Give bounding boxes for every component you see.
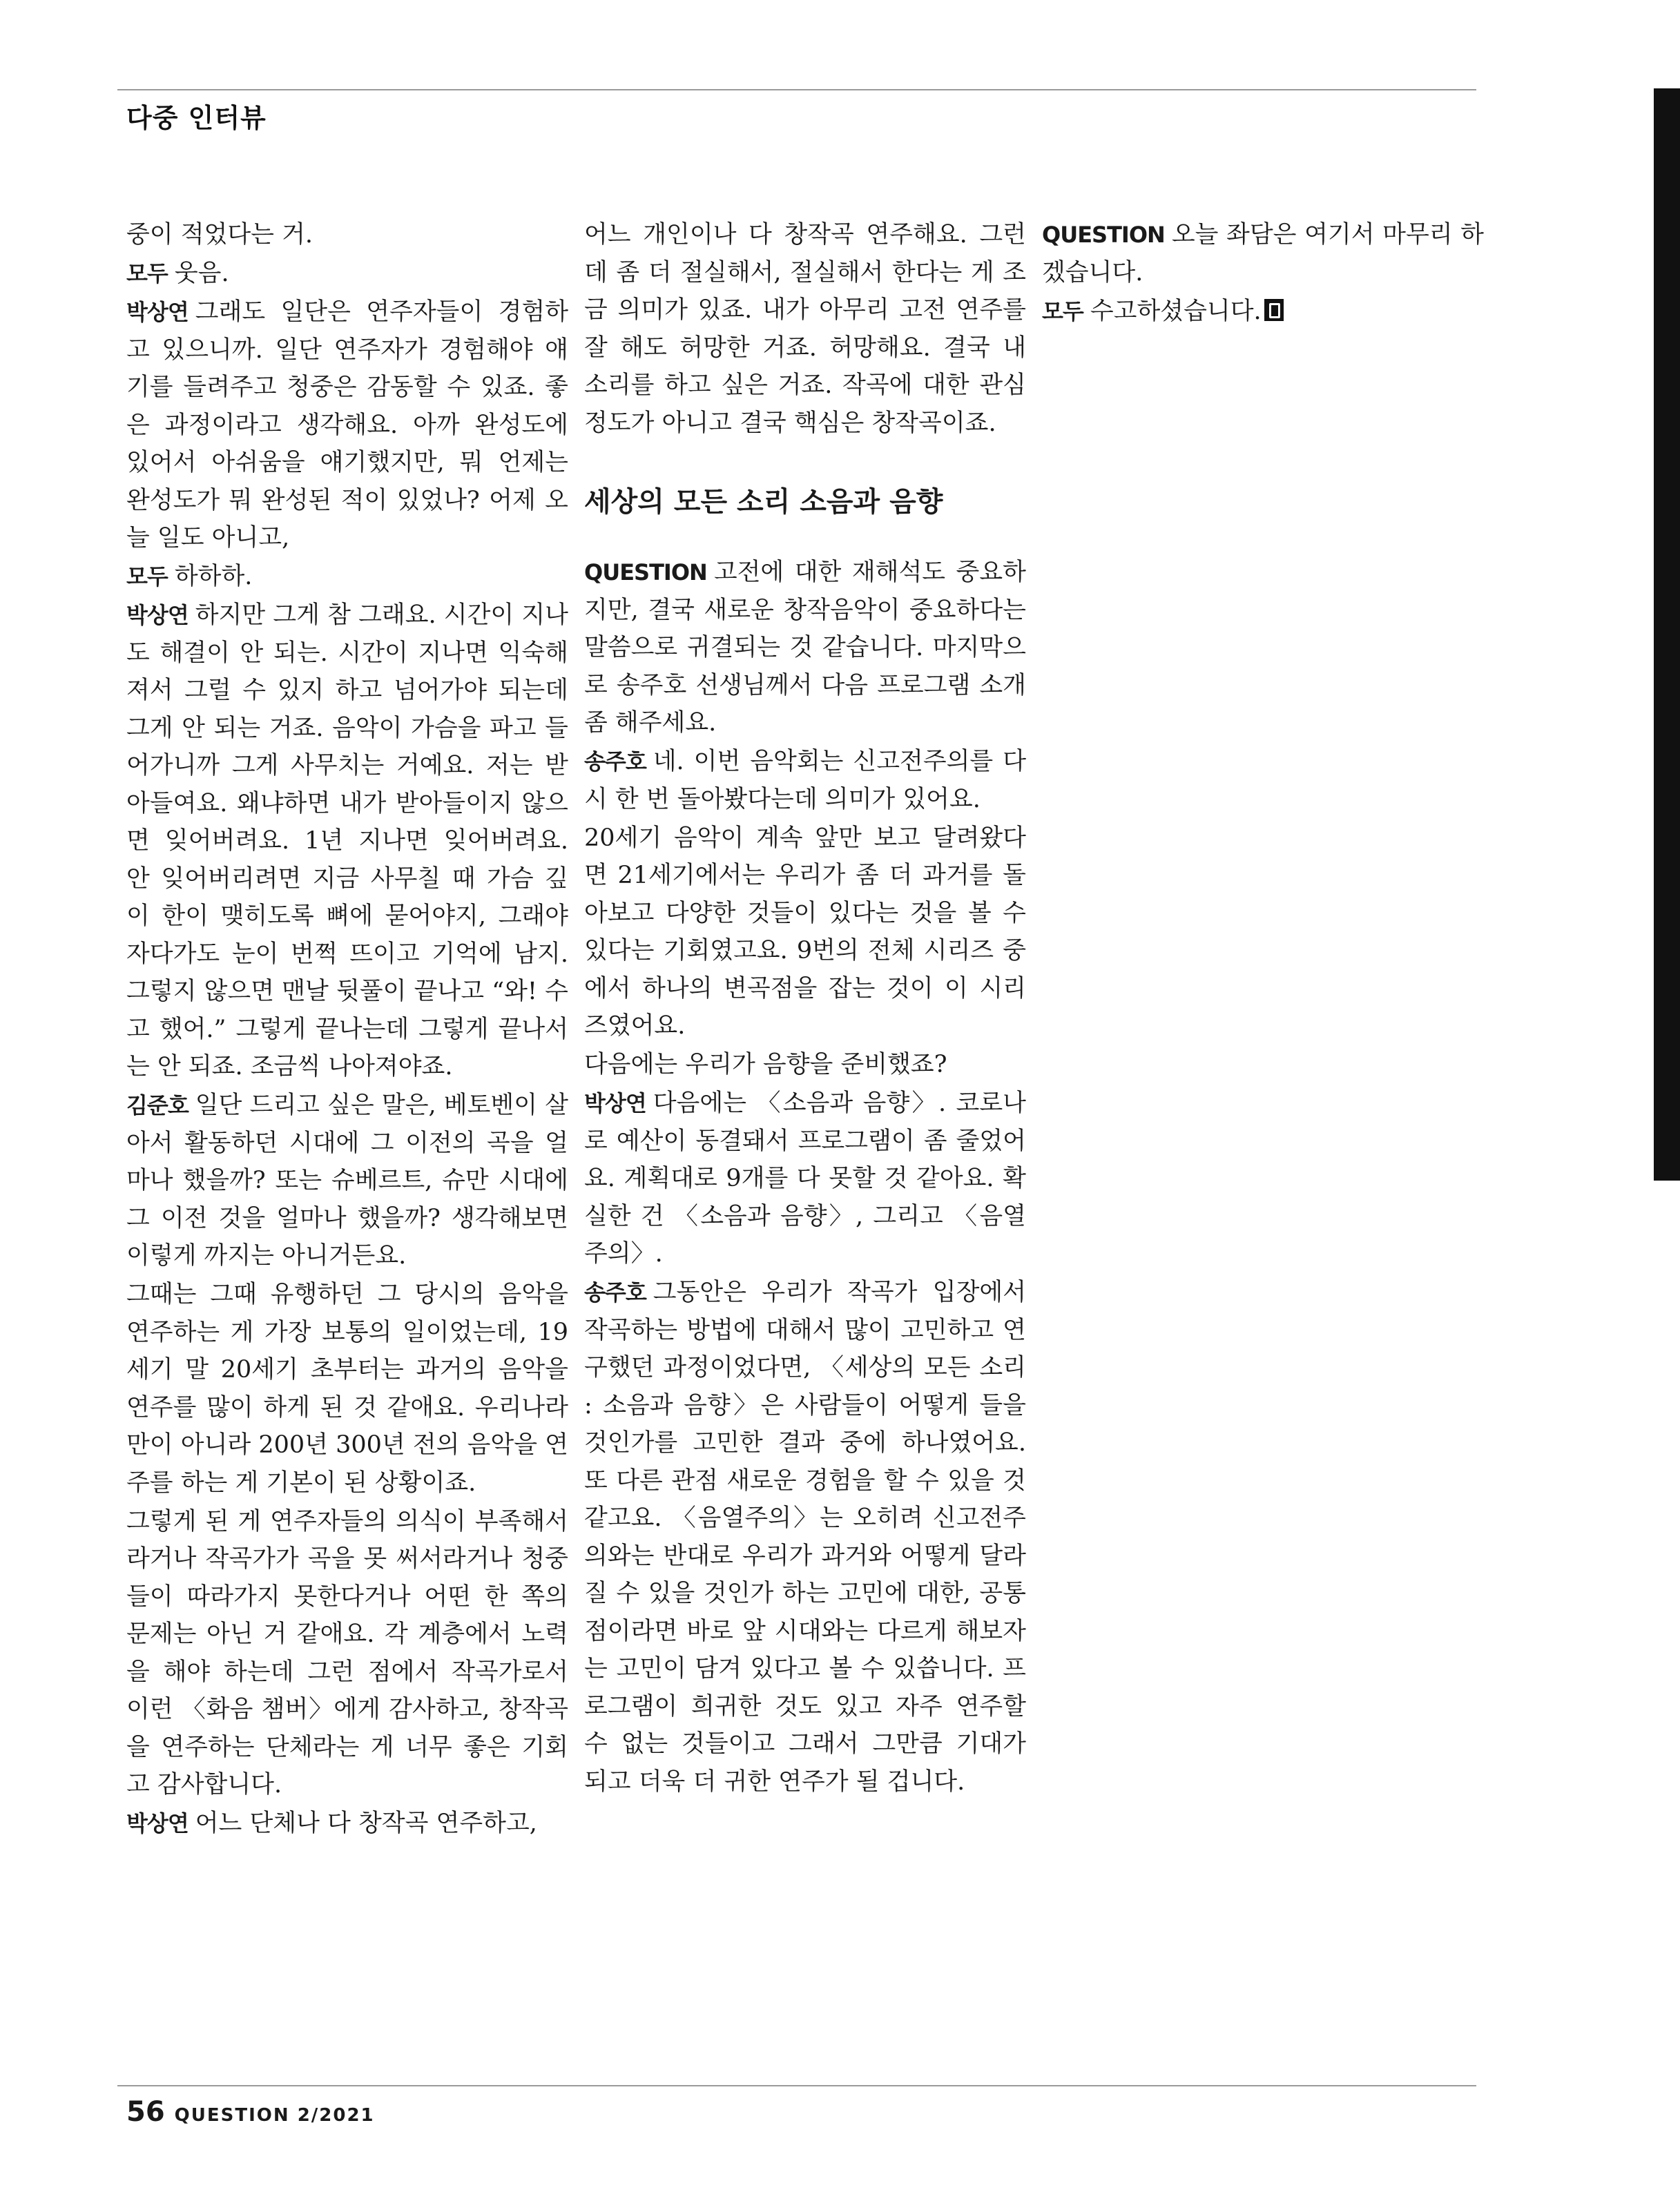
paragraph-text: 다음에는 〈소음과 음향〉. 코로나로 예산이 동결돼서 프로그램이 좀 줄었어요. 계획대로 9개를 다 못할 것 같아요. 확실한 건 〈소음과 음향〉, 그리고 〈음열주의〉. — [584, 1089, 1026, 1268]
paragraph-text: 20세기 음악이 계속 앞만 보고 달려왔다면 21세기에서는 우리가 좀 더 과거를 돌아보고 다양한 것들이 있다는 것을 볼 수 있다는 기회였고요. 9번의 전체 시리즈 중에서 하나의 변곡점을 잡는 것이 이 시리즈였어요. — [584, 824, 1026, 1040]
paragraph — [584, 216, 1026, 442]
paragraph-text: 중이 적었다는 거. — [126, 221, 313, 249]
paragraph — [584, 743, 1026, 818]
speaker-label: 송주호 — [584, 748, 646, 775]
page-edge-bar — [1654, 88, 1680, 1181]
paragraph — [584, 820, 1026, 1045]
paragraph-text: 어느 단체나 다 창작곡 연주하고, — [195, 1810, 537, 1837]
paragraph-text: 고전에 대한 재해석도 중요하지만, 결국 새로운 창작음악이 중요하다는 말씀으로 귀결되는 것 같습니다. 마지막으로 송주호 선생님께서 다음 프로그램 소개 좀 해주세요. — [584, 559, 1026, 737]
column-2-part-1 — [584, 216, 1026, 442]
column-3 — [1042, 216, 1484, 331]
speaker-label: 김준호 — [126, 1092, 189, 1118]
section-heading: 세상의 모든 소리 소음과 음향 — [584, 486, 943, 518]
bottom-rule — [117, 2085, 1476, 2086]
paragraph — [126, 216, 568, 254]
paragraph — [1042, 216, 1484, 291]
paragraph-text: 오늘 좌담은 여기서 마무리 하겠습니다. — [1042, 221, 1484, 287]
paragraph-text: 수고하셨습니다. — [1090, 297, 1262, 325]
paragraph-text: 그때는 그때 유행하던 그 당시의 음악을 연주하는 게 가장 보통의 일이었는데, 19세기 말 20세기 초부터는 과거의 음악을 연주를 많이 하게 된 것 같애요. 우리나라만이 아니라 200년 300년 전의 음악을 연주를 하는 게 기본이 된 상황이죠. — [126, 1281, 568, 1497]
paragraph-text: 어느 개인이나 다 창작곡 연주해요. 그런데 좀 더 절실해서, 절실해서 한다는 게 조금 의미가 있죠. 내가 아무리 고전 연주를 잘 해도 허망한 거죠. 허망해요. 결국 내 소리를 하고 싶은 거죠. 작곡에 대한 관심 정도가 아니고 결국 핵심은 창작곡이죠. — [584, 221, 1026, 437]
paragraph — [126, 1276, 568, 1502]
speaker-label: 송주호 — [584, 1279, 646, 1306]
paragraph — [126, 1087, 568, 1275]
paragraph — [584, 1274, 1026, 1801]
magazine-issue: QUESTION 2/2021 — [174, 2105, 375, 2126]
paragraph-text: 일단 드리고 싶은 말은, 베토벤이 살아서 활동하던 시대에 그 이전의 곡을 얼마나 했을까? 또는 슈베르트, 슈만 시대에 그 이전 것을 얼마나 했을까? 생각해보면 이렇게 까지는 아니거든요. — [126, 1092, 568, 1270]
speaker-label: 모두 — [126, 563, 168, 590]
column-2-part-2 — [584, 554, 1026, 1801]
speaker-label: 박상연 — [126, 299, 189, 325]
paragraph-text: 다음에는 우리가 음향을 준비했죠? — [584, 1051, 947, 1078]
page-footer — [126, 2096, 375, 2128]
paragraph-text: 그렇게 된 게 연주자들의 의식이 부족해서라거나 작곡가가 곡을 못 써서라거나 청중들이 따라가지 못한다거나 어떤 한 쪽의 문제는 아닌 거 같애요. 각 계층에서 노력을 해야 하는데 그런 점에서 작곡가로서 이런 〈화음 챔버〉에게 감사하고, 창작곡을 연주하는 단체라는 게 너무 좋은 기회고 감사합니다. — [126, 1507, 568, 1799]
paragraph-text: 네. 이번 음악회는 신고전주의를 다시 한 번 돌아봤다는데 의미가 있어요. — [584, 748, 1026, 813]
paragraph-text: 그동안은 우리가 작곡가 입장에서 작곡하는 방법에 대해서 많이 고민하고 연구했던 과정이었다면, 〈세상의 모든 소리 : 소음과 음향〉은 사람들이 어떻게 들을 것인가를 고민한 결과 중에 하나였어요. 또 다른 관점 새로운 경험을 할 수 있을 것 같고요. 〈음열주의〉는 오히려 신고전주의와는 반대로 우리가 과거와 어떻게 달라질 수 있을 것인가 하는 고민에 대한, 공통점이라면 바로 앞 시대와는 다르게 해보자는 고민이 담겨 있다고 볼 수 있씁니다. 프로그램이 희귀한 것도 있고 자주 연주할 수 없는 것들이고 그래서 그만큼 기대가 되고 더욱 더 귀한 연주가 될 겁니다. — [584, 1279, 1026, 1796]
page-number: 56 — [126, 2096, 165, 2128]
section-title: 다중 인터뷰 — [126, 103, 267, 133]
paragraph — [1042, 293, 1484, 331]
column-1 — [126, 216, 568, 1843]
article-end-icon — [1264, 299, 1284, 321]
paragraph-text: 웃음. — [174, 260, 229, 287]
paragraph-text: 하하하. — [174, 563, 253, 590]
speaker-label: 박상연 — [126, 1810, 189, 1836]
paragraph — [126, 255, 568, 293]
paragraph — [126, 597, 568, 1086]
paragraph — [584, 1046, 1026, 1084]
speaker-label: QUESTION — [1042, 222, 1165, 248]
paragraph — [126, 1503, 568, 1804]
speaker-label: 박상연 — [584, 1090, 646, 1116]
speaker-label: 모두 — [126, 260, 168, 287]
paragraph-text: 그래도 일단은 연주자들이 경험하고 있으니까. 일단 연주자가 경험해야 얘기를 들려주고 청중은 감동할 수 있죠. 좋은 과정이라고 생각해요. 아까 완성도에 있어서 아쉬움을 얘기했지만, 뭐 언제는 완성도가 뭐 완성된 적이 있었나? 어제 오늘 일도 아니고, — [126, 298, 568, 552]
top-rule — [117, 89, 1476, 90]
paragraph — [126, 293, 568, 557]
paragraph — [126, 558, 568, 596]
paragraph — [584, 1085, 1026, 1273]
speaker-label: 박상연 — [126, 602, 189, 628]
speaker-label: 모두 — [1042, 298, 1083, 324]
paragraph-text: 하지만 그게 참 그래요. 시간이 지나도 해결이 안 되는. 시간이 지나면 익숙해져서 그럴 수 있지 하고 넘어가야 되는데 그게 안 되는 거죠. 음악이 가슴을 파고 들어가니까 그게 사무치는 거예요. 저는 받아들여요. 왜냐하면 내가 받아들이지 않으면 잊어버려요. 1년 지나면 잊어버려요. 안 잊어버리려면 지금 사무칠 때 가슴 깊이 한이 맺히도록 뼈에 묻어야지, 그래야 자다가도 눈이 번쩍 뜨이고 기억에 남지. 그렇지 않으면 맨날 뒷풀이 끝나고 “와! 수고 했어.” 그렇게 끝나는데 그렇게 끝나서는 안 되죠. 조금씩 나아져야죠. — [126, 601, 568, 1080]
column-2 — [584, 216, 1026, 1802]
paragraph — [126, 1805, 568, 1843]
speaker-label: QUESTION — [584, 559, 707, 585]
paragraph — [584, 554, 1026, 742]
